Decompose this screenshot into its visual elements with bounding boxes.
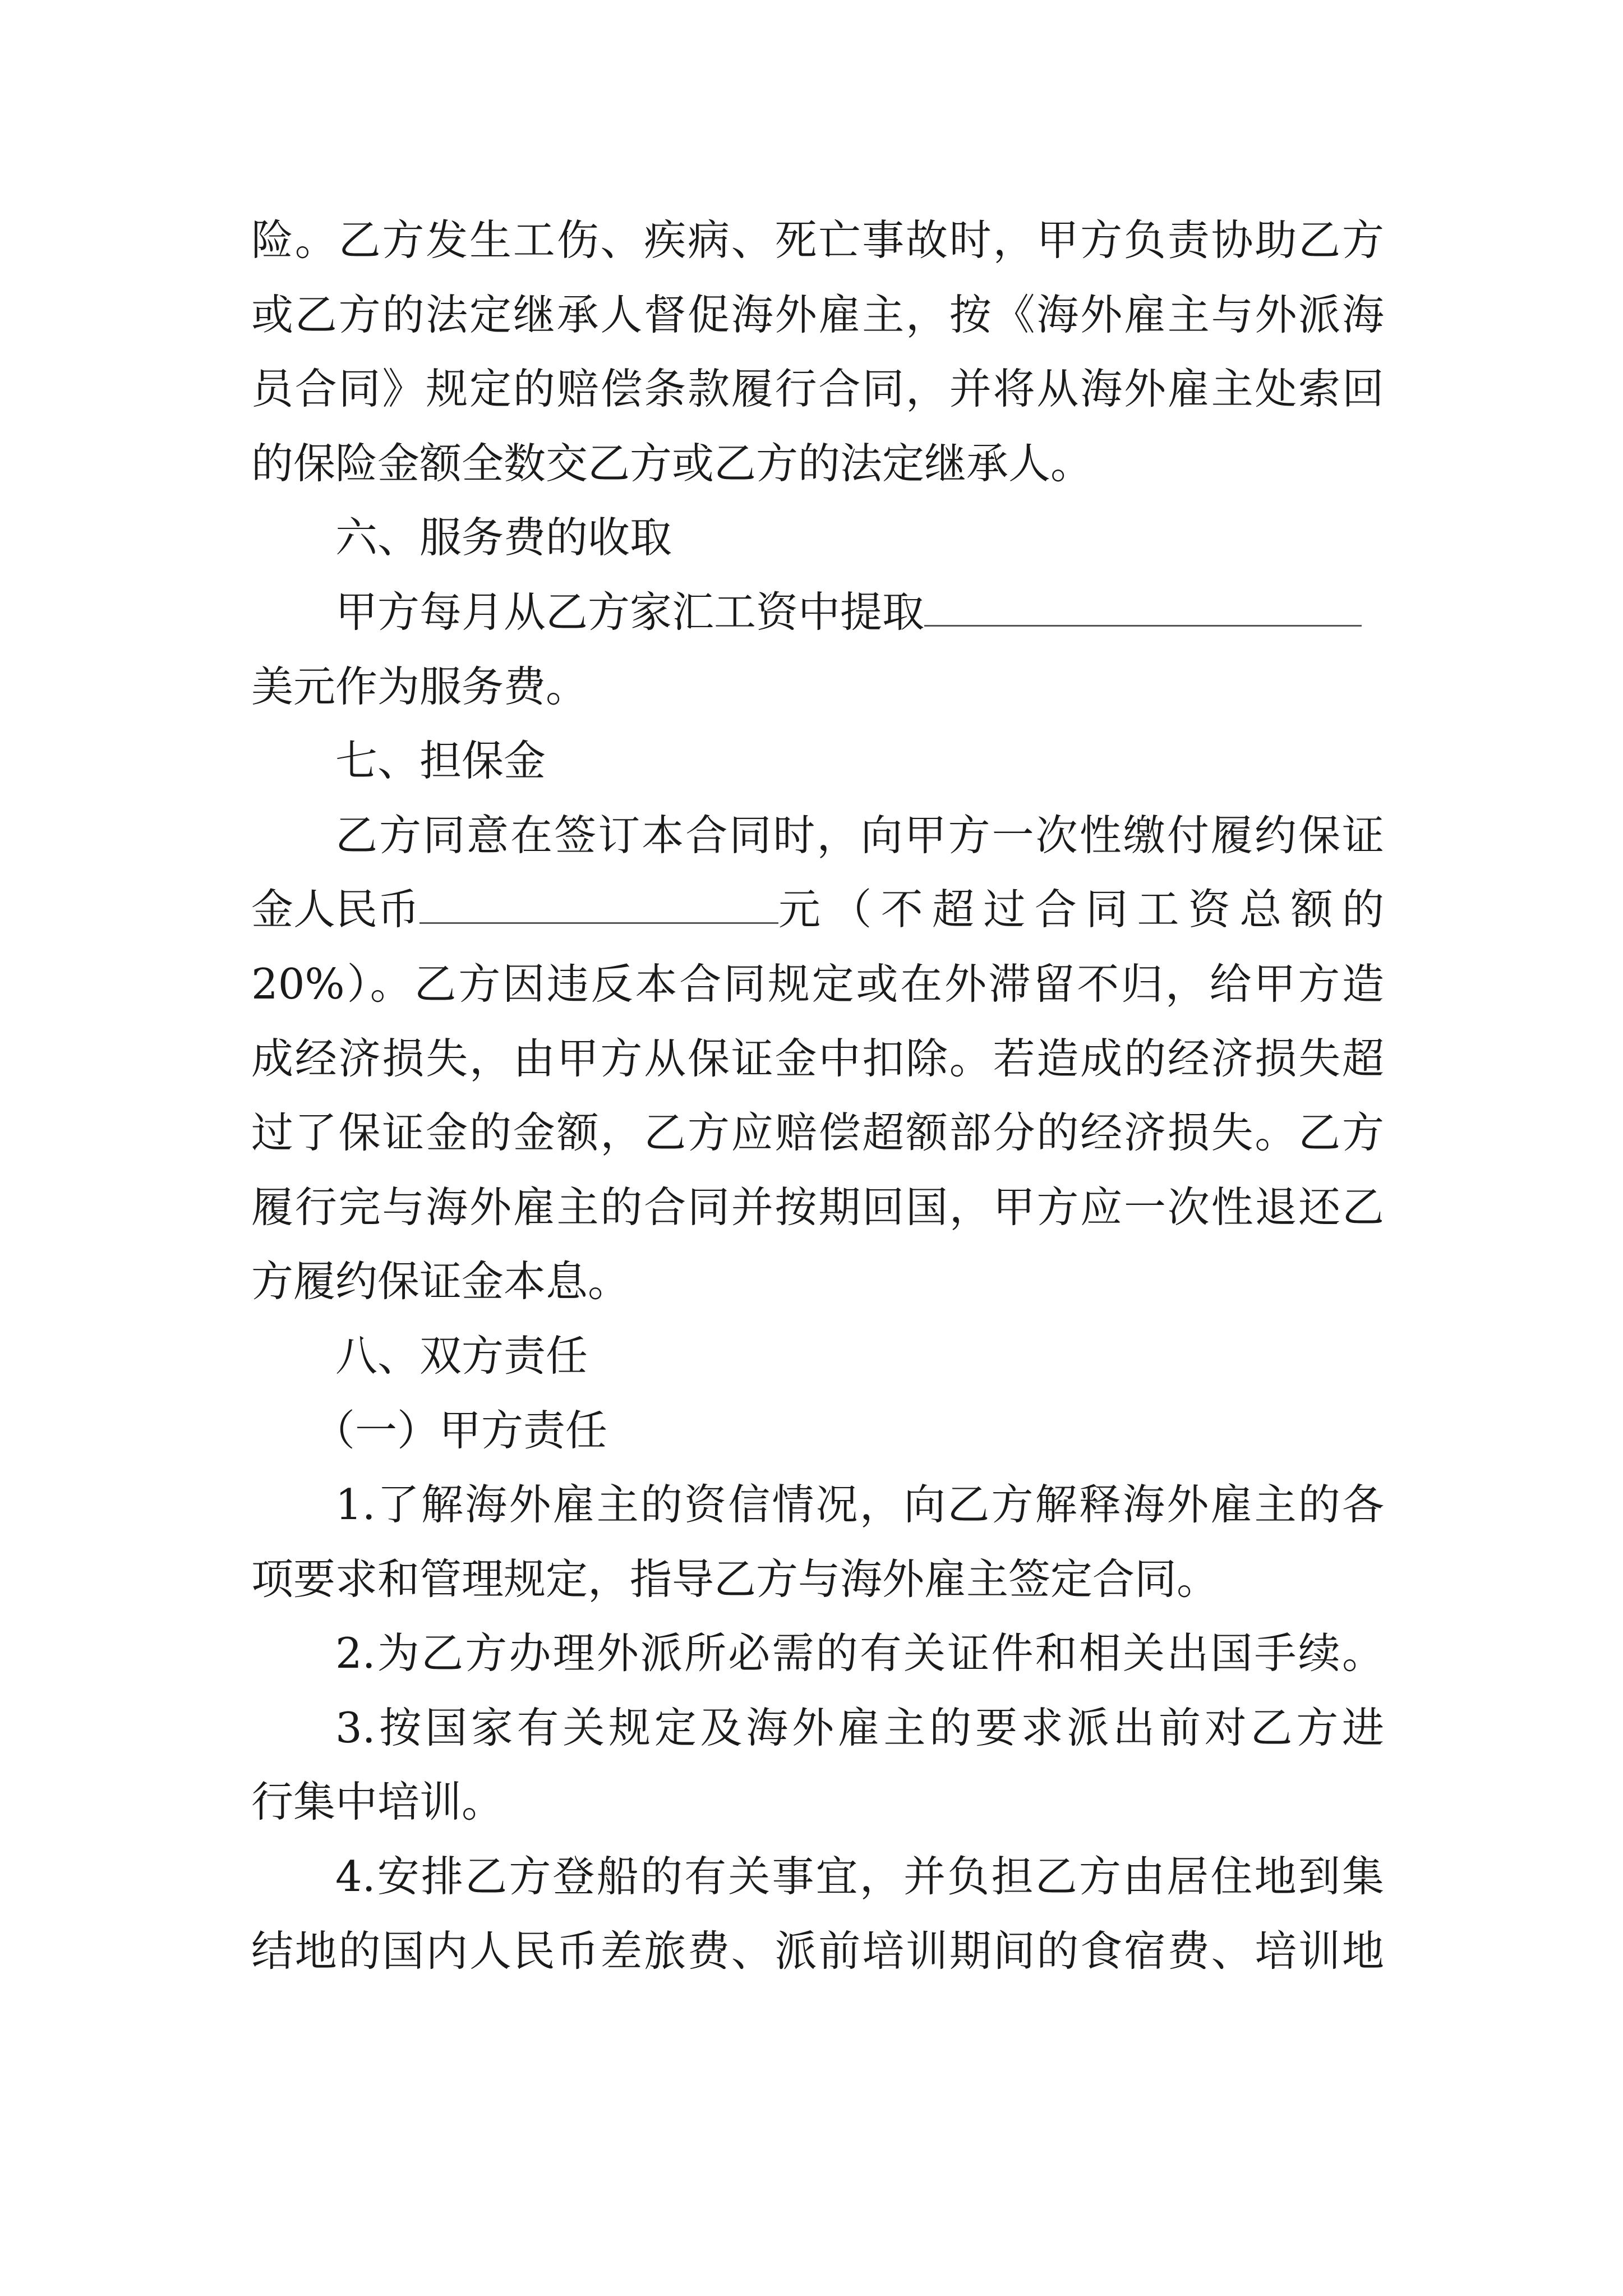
service-fee-text: 甲方每月从乙方家汇工资中提取 — [335, 587, 925, 637]
list-item-line: 行集中培训。 — [251, 1777, 504, 1827]
list-item-line: 1.了解海外雇主的资信情况，向乙方解释海外雇主的各 — [335, 1480, 1384, 1530]
list-item-line: 2.为乙方办理外派所必需的有关证件和相关出国手续。 — [335, 1628, 1384, 1678]
paragraph-line: 乙方同意在签订本合同时，向甲方一次性缴付履约保证 — [335, 810, 1384, 860]
deposit-amount-line — [251, 872, 1384, 947]
paragraph-line: 过了保证金的金额，乙方应赔偿超额部分的经济损失。乙方 — [251, 1108, 1384, 1158]
paragraph-line: 方履约保证金本息。 — [251, 1257, 630, 1306]
section-heading-service-fee: 六、服务费的收取 — [335, 513, 672, 563]
paragraph-line: 险。乙方发生工伤、疾病、死亡事故时，甲方负责协助乙方 — [251, 215, 1384, 265]
paragraph-line: 20%）。乙方因违反本合同规定或在外滞留不归，给甲方造 — [251, 959, 1384, 1009]
list-item-line: 3.按国家有关规定及海外雇主的要求派出前对乙方进 — [335, 1703, 1384, 1752]
paragraph-line: 履行完与海外雇主的合同并按期回国，甲方应一次性退还乙 — [251, 1182, 1384, 1232]
section-heading-deposit: 七、担保金 — [335, 736, 546, 786]
paragraph-line: 美元作为服务费。 — [251, 661, 588, 711]
deposit-text-before: 金人民币 — [251, 885, 420, 935]
deposit-blank-field[interactable] — [419, 887, 778, 924]
paragraph-line: 员合同》规定的赔偿条款履行合同，并将从海外雇主处索回 — [251, 364, 1384, 414]
service-fee-blank-field[interactable] — [924, 590, 1362, 627]
list-item-line: 结地的国内人民币差旅费、派前培训期间的食宿费、培训地 — [251, 1926, 1384, 1976]
subsection-heading-party-a: （一）甲方责任 — [313, 1405, 608, 1455]
paragraph-line: 的保险金额全数交乙方或乙方的法定继承人。 — [251, 438, 1093, 488]
service-fee-line — [251, 575, 1384, 650]
paragraph-line: 或乙方的法定继承人督促海外雇主，按《海外雇主与外派海 — [251, 289, 1384, 339]
document-body — [251, 203, 1384, 1988]
list-item-line: 项要求和管理规定，指导乙方与海外雇主签定合同。 — [251, 1554, 1219, 1604]
section-heading-responsibilities: 八、双方责任 — [335, 1331, 588, 1381]
paragraph-line: 成经济损失，由甲方从保证金中扣除。若造成的经济损失超 — [251, 1033, 1384, 1083]
deposit-text-after: 元（不超过合同工资总额的 — [778, 885, 1384, 935]
list-item-line: 4.安排乙方登船的有关事宜，并负担乙方由居住地到集 — [335, 1852, 1384, 1902]
